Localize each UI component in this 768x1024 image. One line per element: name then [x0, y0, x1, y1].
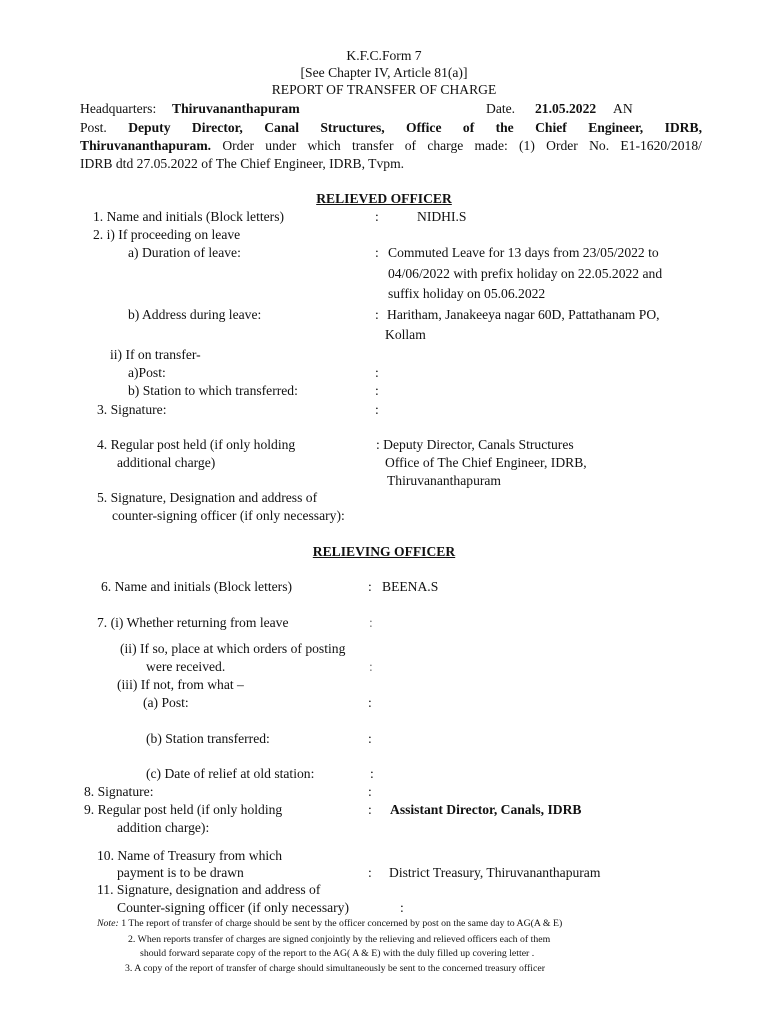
colon: :	[375, 383, 379, 398]
relieving-regular-post-label-line-2: addition charge):	[117, 820, 210, 835]
relieving-regular-post-value: Assistant Director, Canals, IDRB	[390, 802, 582, 817]
treasury-label-line-1: 10. Name of Treasury from which	[97, 848, 282, 863]
regular-post-label-line-1: 4. Regular post held (if only holding	[97, 437, 296, 452]
regular-post-label-line-2: additional charge)	[117, 455, 216, 470]
if-not-from-what-label: (iii) If not, from what –	[117, 677, 244, 692]
place-of-orders-label-line-1: (ii) If so, place at which orders of posting	[120, 641, 346, 656]
colon: :	[375, 307, 379, 322]
station-transferred-label: b) Station to which transferred:	[128, 383, 298, 398]
colon: :	[368, 865, 372, 880]
relieving-countersign-label-line-2: Counter-signing officer (if only necessary)	[117, 900, 350, 915]
regular-post-value-line-3: Thiruvananthapuram	[387, 473, 501, 488]
regular-post-value-line-2: Office of The Chief Engineer, IDRB,	[385, 455, 587, 470]
colon: :	[370, 766, 374, 781]
countersign-label-line-1: 5. Signature, Designation and address of	[97, 490, 318, 505]
relieving-name-label: 6. Name and initials (Block letters)	[101, 579, 293, 594]
post-word: No.	[589, 138, 610, 153]
post-word: Chief	[535, 120, 567, 135]
post-word: IDRB,	[664, 120, 702, 135]
post-word: of	[462, 120, 475, 135]
post-word: Canal	[264, 120, 299, 135]
post-word: E1-1620/2018/	[620, 138, 702, 153]
address-during-leave-line-1: Haritham, Janakeeya nagar 60D, Pattathanam PO,	[387, 307, 660, 322]
post-word: the	[495, 120, 514, 135]
relieved-name-label: 1. Name and initials (Block letters)	[93, 209, 285, 224]
post-word: Director,	[191, 120, 243, 135]
transfer-post-label: a)Post:	[128, 365, 166, 380]
if-on-transfer-label: ii) If on transfer-	[110, 347, 201, 362]
post-word: Deputy	[128, 120, 171, 135]
address-during-leave-line-2: Kollam	[385, 327, 426, 342]
colon: :	[368, 784, 372, 799]
post-line-3: IDRB dtd 27.05.2022 of The Chief Engineer, IDRB, Tvpm.	[80, 156, 405, 171]
colon: :	[368, 695, 372, 710]
colon: :	[375, 365, 379, 380]
post-word: which	[307, 138, 341, 153]
post-word: Order	[222, 138, 255, 153]
relieved-officer-heading: RELIEVED OFFICER	[316, 191, 452, 206]
post-word: Structures,	[320, 120, 385, 135]
post-word: transfer	[351, 138, 394, 153]
page-title: REPORT OF TRANSFER OF CHARGE	[271, 82, 497, 97]
relieved-name-value: NIDHI.S	[417, 209, 467, 224]
post-line-2	[80, 138, 702, 154]
proceeding-on-leave-label: 2. i) If proceeding on leave	[93, 227, 241, 242]
colon: :	[369, 659, 373, 674]
place-of-orders-label-line-2: were received.	[146, 659, 226, 674]
post-word: (1)	[519, 138, 535, 153]
from-post-label: (a) Post:	[143, 695, 189, 710]
address-during-leave-label: b) Address during leave:	[128, 307, 262, 322]
relieving-name-value: BEENA.S	[382, 579, 439, 594]
colon: :	[375, 245, 379, 260]
colon: :	[400, 900, 404, 915]
headquarters-value: Thiruvananthapuram	[172, 101, 300, 116]
post-line-1	[80, 120, 702, 136]
post-word: Post.	[80, 120, 107, 135]
note-label: Note:	[97, 918, 119, 929]
note-3: 3. A copy of the report of transfer of charge should simultaneously be sent to the concerned treasury officer	[125, 963, 545, 974]
date-value: 21.05.2022	[535, 101, 597, 116]
post-word: charge	[427, 138, 464, 153]
relieved-signature-label: 3. Signature:	[97, 402, 167, 417]
regular-post-value-line-1: : Deputy Director, Canals Structures	[376, 437, 574, 452]
post-word: Engineer,	[588, 120, 644, 135]
colon: :	[375, 402, 379, 417]
chapter-reference: [See Chapter IV, Article 81(a)]	[300, 65, 468, 80]
countersign-label-text: counter-signing officer (if only necessary)	[112, 508, 341, 523]
relieving-regular-post-label-line-1: 9. Regular post held (if only holding	[84, 802, 283, 817]
relieving-countersign-label-line-1: 11. Signature, designation and address of	[97, 882, 321, 897]
colon: :	[375, 209, 379, 224]
note-2-line-1: 2. When reports transfer of charges are signed conjointly by the relieving and relieved officers each of them	[128, 934, 551, 945]
post-word: Thiruvananthapuram.	[80, 138, 212, 153]
form-number: K.F.C.Form 7	[346, 48, 422, 63]
colon: :	[368, 731, 372, 746]
duration-of-leave-line-1: Commuted Leave for 13 days from 23/05/2022 to	[388, 245, 659, 260]
note-line-1	[97, 918, 562, 929]
relieving-signature-label: 8. Signature:	[84, 784, 154, 799]
colon: :	[369, 615, 373, 630]
colon: :	[340, 508, 345, 523]
returning-from-leave-label: 7. (i) Whether returning from leave	[97, 615, 289, 630]
date-label: Date.	[486, 101, 516, 116]
relieving-officer-heading: RELIEVING OFFICER	[312, 544, 456, 559]
post-word: Office	[406, 120, 442, 135]
treasury-label-line-2: payment is to be drawn	[117, 865, 244, 880]
note-1-text: 1 The report of transfer of charge should be sent by the officer concerned by post on the same day to AG(A & E)	[121, 918, 563, 929]
duration-of-leave-line-3: suffix holiday on 05.06.2022	[388, 286, 546, 301]
duration-of-leave-label: a) Duration of leave:	[128, 245, 241, 260]
post-word: Order	[546, 138, 578, 153]
colon: :	[368, 802, 372, 817]
post-word: made:	[474, 138, 508, 153]
post-word: of	[404, 138, 417, 153]
duration-of-leave-line-2: 04/06/2022 with prefix holiday on 22.05.2022 and	[388, 266, 663, 281]
note-2-line-2: should forward separate copy of the report to the AG( A & E) with the duly filled up covering letter .	[140, 948, 535, 959]
date-of-relief-label: (c) Date of relief at old station:	[146, 766, 315, 781]
countersign-label-line-2	[112, 508, 345, 524]
headquarters-label: Headquarters:	[80, 101, 157, 116]
date-suffix: AN	[613, 101, 633, 116]
treasury-value: District Treasury, Thiruvananthapuram	[389, 865, 601, 880]
station-transferred-from-label: (b) Station transferred:	[146, 731, 270, 746]
colon: :	[368, 579, 372, 594]
post-word: under	[265, 138, 297, 153]
